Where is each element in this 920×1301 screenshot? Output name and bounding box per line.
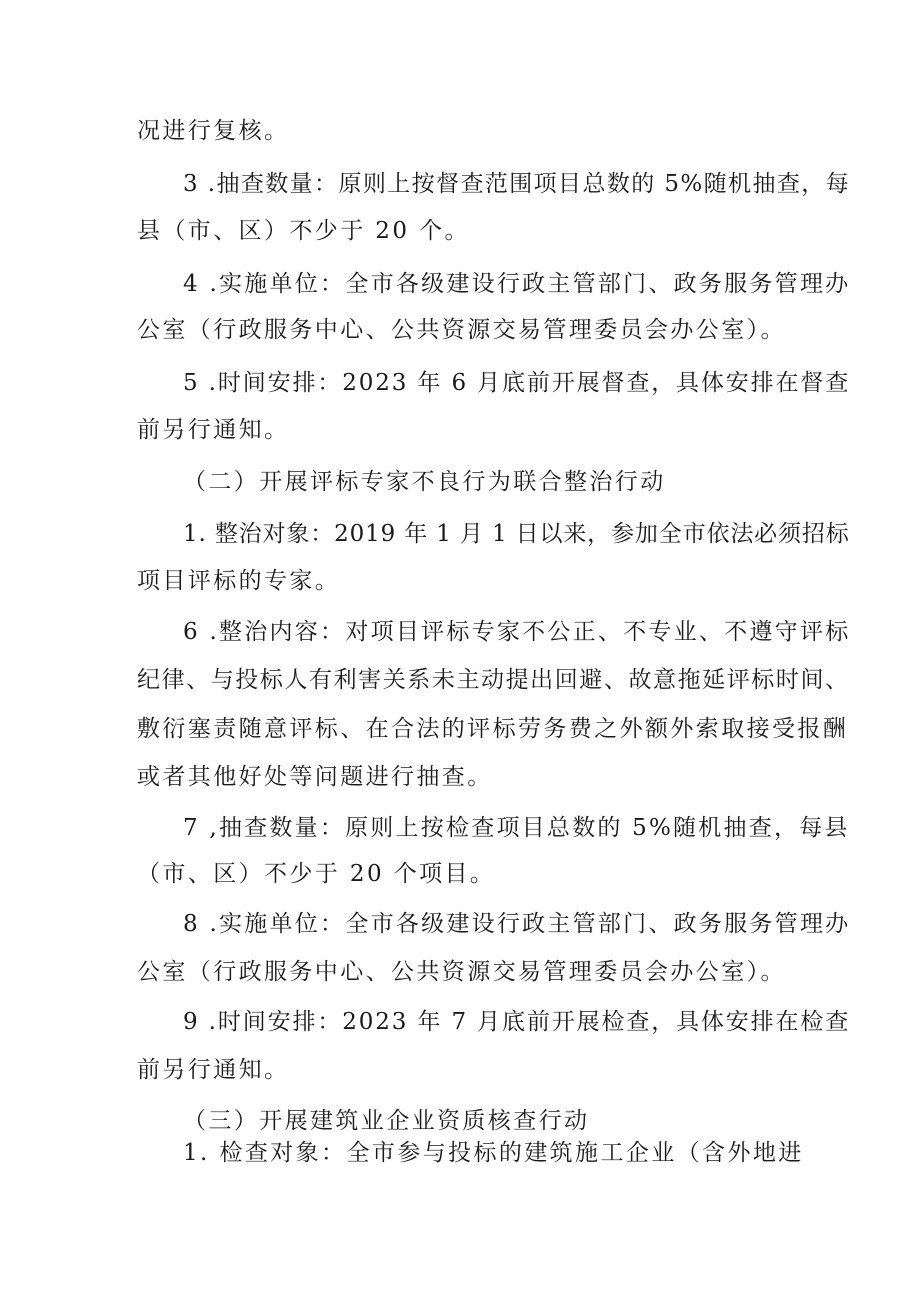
paragraph-line: 4 .实施单位：全市各级建设行政主管部门、政务服务管理办 [183, 271, 851, 297]
paragraph-line: 前另行通知。 [137, 1057, 290, 1083]
paragraph-line: 6 .整治内容：对项目评标专家不公正、不专业、不遵守评标 [183, 619, 851, 645]
paragraph-line: 前另行通知。 [137, 417, 290, 443]
paragraph-line: 纪律、与投标人有利害关系未主动提出回避、故意拖延评标时间、 [137, 667, 850, 693]
paragraph-line: 况进行复核。 [137, 118, 290, 144]
paragraph-line: （市、区）不少于 20 个项目。 [137, 861, 496, 887]
section-heading: （三）开展建筑业企业资质核查行动 [183, 1108, 590, 1134]
paragraph-line: 5 .时间安排：2023 年 6 月底前开展督查，具体安排在督查 [183, 370, 851, 396]
paragraph-line: 7 ,抽查数量：原则上按检查项目总数的 5%随机抽查，每县 [183, 815, 850, 841]
paragraph-line: 8 .实施单位：全市各级建设行政主管部门、政务服务管理办 [183, 911, 851, 937]
paragraph-line: 公室（行政服务中心、公共资源交易管理委员会办公室）。 [137, 959, 786, 985]
paragraph-line: 县（市、区）不少于 20 个。 [137, 218, 470, 244]
paragraph-line: 项目评标的专家。 [137, 568, 341, 594]
paragraph-line: 敷衍塞责随意评标、在合法的评标劳务费之外额外索取接受报酬 [137, 716, 849, 742]
section-heading: （二）开展评标专家不良行为联合整治行动 [183, 469, 666, 495]
paragraph-line: 或者其他好处等问题进行抽查。 [137, 764, 493, 790]
paragraph-line: 3 .抽查数量：原则上按督查范围项目总数的 5%随机抽查，每 [183, 171, 851, 197]
paragraph-line: 9 .时间安排：2023 年 7 月底前开展检查，具体安排在检查 [183, 1009, 851, 1035]
paragraph-line: 1. 检查对象：全市参与投标的建筑施工企业（含外地进 [183, 1140, 804, 1166]
paragraph-line: 1. 整治对象：2019 年 1 月 1 日以来，参加全市依法必须招标 [183, 521, 850, 547]
paragraph-line: 公室（行政服务中心、公共资源交易管理委员会办公室）。 [137, 317, 786, 343]
